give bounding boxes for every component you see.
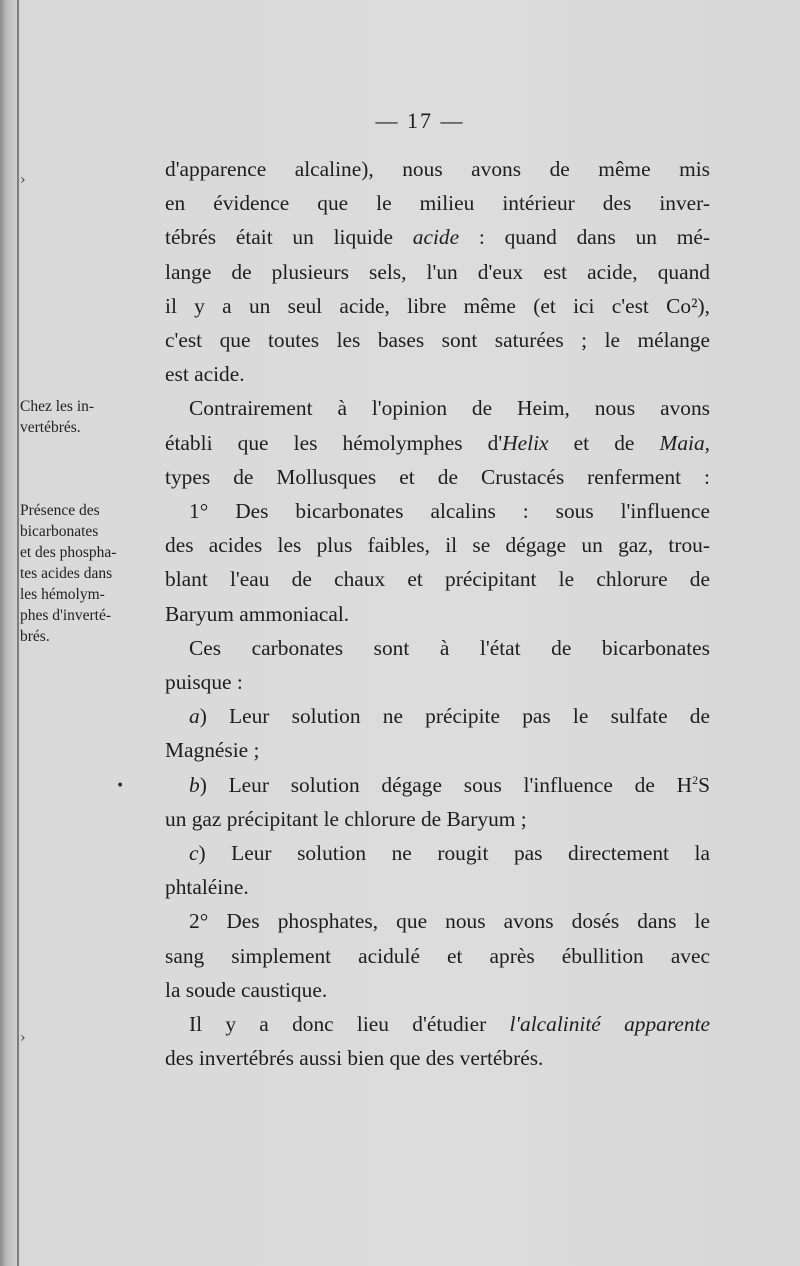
paragraph-1 xyxy=(165,152,710,391)
text-line: types de Mollusques et de Crustacés renferment : xyxy=(165,464,710,489)
text-run: ) Leur solution ne rougit pas directement la xyxy=(198,841,710,866)
text-run: établi que les hémolymphes d' xyxy=(165,430,503,455)
text-line xyxy=(165,426,710,460)
page-spine xyxy=(17,0,19,1266)
text-run: et de xyxy=(548,430,660,455)
italic-run: Maia, xyxy=(659,430,711,455)
text-line xyxy=(165,220,710,254)
text-run: Il y a donc lieu d'étudier xyxy=(189,1012,510,1037)
text-line: blant l'eau de chaux et précipitant le chlorure de xyxy=(165,567,710,592)
margin-note-bicarbonates xyxy=(20,500,144,647)
paragraph-8 xyxy=(165,904,710,1007)
italic-run: Helix xyxy=(502,430,549,455)
text-line: la soude caustique. xyxy=(165,977,328,1002)
text-line: sang simplement acidulé et après ébullition avec xyxy=(165,943,710,968)
text-line: 1° Des bicarbonates alcalins : sous l'influence xyxy=(189,499,710,524)
text-run: ) Leur solution ne précipite pas le sulfate de xyxy=(199,704,710,729)
paragraph-7 xyxy=(165,836,710,904)
margin-note-line: et des phospha- xyxy=(20,544,117,561)
text-line: Ces carbonates sont à l'état de bicarbonates xyxy=(189,635,710,660)
text-line: en évidence que le milieu intérieur des inver- xyxy=(165,191,710,216)
text-line xyxy=(165,1007,710,1041)
margin-note-line: brés. xyxy=(20,628,50,645)
margin-note-line: phes d'inverté- xyxy=(20,607,112,624)
margin-dot-mark: • xyxy=(116,778,125,794)
margin-note-line: Présence des xyxy=(20,502,100,519)
italic-run: l'alcalinité apparente xyxy=(509,1012,711,1037)
italic-run: a xyxy=(189,704,200,729)
italic-run: c xyxy=(189,841,199,866)
margin-note-line: vertébrés. xyxy=(20,419,81,436)
body-text xyxy=(165,152,710,1075)
margin-note-line: tes acides dans xyxy=(20,565,113,582)
text-run: tébrés était un liquide xyxy=(165,225,413,250)
margin-note-line: les hémolym- xyxy=(20,586,105,603)
text-line: est acide. xyxy=(165,362,245,387)
text-line: lange de plusieurs sels, l'un d'eux est acide, quand xyxy=(165,259,710,284)
text-line: des invertébrés aussi bien que des vertébrés. xyxy=(165,1046,544,1071)
margin-tick-mark: › xyxy=(20,172,26,188)
text-line xyxy=(165,699,710,733)
text-line: d'apparence alcaline), nous avons de même mis xyxy=(165,157,710,181)
text-line: phtaléine. xyxy=(165,875,249,900)
text-line: c'est que toutes les bases sont saturées ; le mélange xyxy=(165,328,710,353)
text-line: des acides les plus faibles, il se dégage un gaz, trou- xyxy=(165,533,710,558)
paragraph-6 xyxy=(165,768,710,836)
text-line: il y a un seul acide, libre même (et ici c'est Co²), xyxy=(165,293,710,318)
paragraph-5 xyxy=(165,699,710,767)
italic-run: acide xyxy=(412,225,460,250)
text-line: Contrairement à l'opinion de Heim, nous avons xyxy=(189,396,710,421)
text-line: 2° Des phosphates, que nous avons dosés dans le xyxy=(189,909,710,934)
page-number: — 17 — xyxy=(375,108,465,133)
margin-note-line: bicarbonates xyxy=(20,523,99,540)
paragraph-2 xyxy=(165,391,710,494)
italic-run: b xyxy=(189,772,200,797)
text-line: Baryum ammoniacal. xyxy=(165,601,350,626)
text-run: : quand dans un mé- xyxy=(459,225,710,250)
text-line xyxy=(165,768,710,802)
margin-tick-mark: › xyxy=(20,1030,26,1046)
paragraph-9 xyxy=(165,1007,710,1075)
text-line xyxy=(165,836,710,870)
text-run: ) Leur solution dégage sous l'influence de H xyxy=(199,772,693,797)
paragraph-3 xyxy=(165,494,710,631)
text-line: puisque : xyxy=(165,670,243,695)
text-line: un gaz précipitant le chlorure de Baryum ; xyxy=(165,806,527,831)
margin-note-line: Chez les in- xyxy=(20,398,95,415)
text-line: Magnésie ; xyxy=(165,738,260,763)
paragraph-4 xyxy=(165,631,710,699)
superscript: 2 xyxy=(692,772,699,787)
margin-note-invertebres xyxy=(20,396,144,438)
text-run: S xyxy=(698,772,710,797)
